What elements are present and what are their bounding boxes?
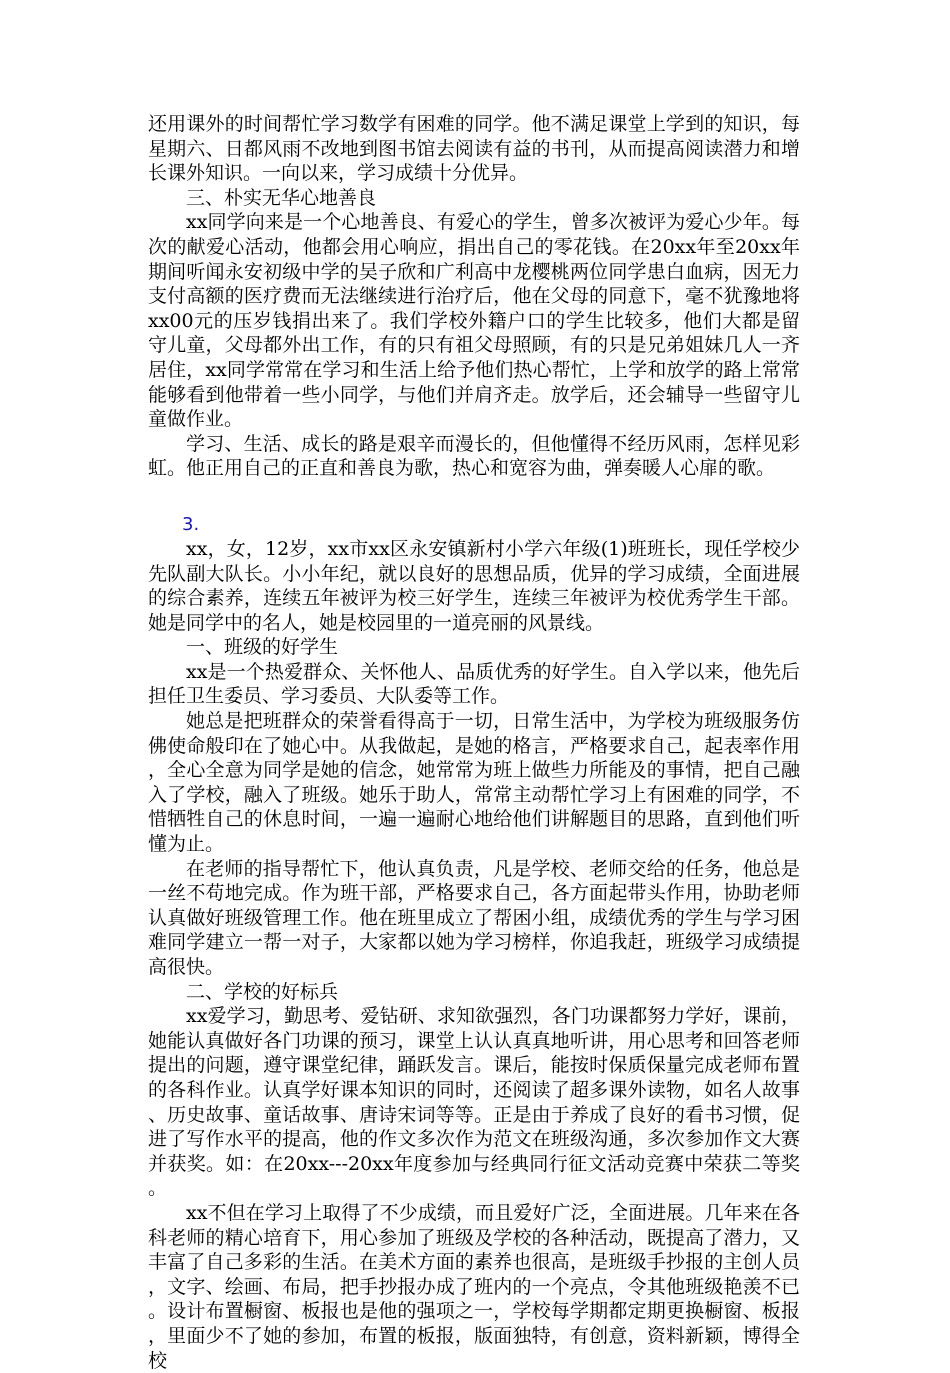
body-paragraph: 她总是把班群众的荣誉看得高于一切，日常生活中，为学校为班级服务仿佛使命般印在了她心中。从我做起，是她的格言，严格要求自己，起表率作用，全心全意为同学是她的信念，她常常为班上做些力所能及的事情，把自己融入了学校，融入了班级。她乐于助人，常常主动帮忙学习上有困难的同学，不惜牺牲自己的休息时间，一遍一遍耐心地给他们讲解题目的思路，直到他们听懂为止。 <box>148 710 800 856</box>
body-paragraph: 还用课外的时间帮忙学习数学有困难的同学。他不满足课堂上学到的知识，每星期六、日都风雨不改地到图书馆去阅读有益的书刊，从而提高阅读潜力和增长课外知识。一向以来，学习成绩十分优异。 <box>148 113 800 185</box>
section-heading: 三、朴实无华心地善良 <box>186 186 377 209</box>
section-number: 3. <box>182 513 200 535</box>
section-heading: 一、班级的好学生 <box>186 636 339 659</box>
body-paragraph: xx不但在学习上取得了不少成绩，而且爱好广泛，全面进展。几年来在各科老师的精心培育下，用心参加了班级及学校的各种活动，既提高了潜力，又丰富了自己多彩的生活。在美术方面的素养也很高，是班级手抄报的主创人员，文字、绘画、布局，把手抄报办成了班内的一个亮点，令其他班级艳羡不已。设计布置橱窗、板报也是他的强项之一，学校每学期都定期更换橱窗、板报，里面少不了她的参加，布置的板报，版面独特，有创意，资料新颖，博得全校 <box>148 1201 800 1372</box>
body-paragraph: 学习、生活、成长的路是艰辛而漫长的，但他懂得不经历风雨，怎样见彩虹。他正用自己的正直和善良为歌，热心和宽容为曲，弹奏暖人心扉的歌。 <box>148 432 800 480</box>
body-paragraph: xx是一个热爱群众、关怀他人、品质优秀的好学生。自入学以来，他先后担任卫生委员、学习委员、大队委等工作。 <box>148 660 800 708</box>
section-heading: 二、学校的好标兵 <box>186 980 339 1003</box>
body-paragraph: xx爱学习，勤思考、爱钻研、求知欲强烈，各门功课都努力学好，课前，她能认真做好各门功课的预习，课堂上认认真真地听讲，用心思考和回答老师提出的问题，遵守课堂纪律，踊跃发言。课后，能按时保质保量完成老师布置的各科作业。认真学好课本知识的同时，还阅读了超多课外读物，如名人故事、历史故事、童话故事、唐诗宋词等等。正是由于养成了良好的看书习惯，促进了写作水平的提高，他的作文多次作为范文在班级沟通，多次参加作文大赛并获奖。如：在20xx---20xx年度参加与经典同行征文活动竞赛中荣获二等奖。 <box>148 1005 800 1200</box>
body-paragraph: xx，女，12岁，xx市xx区永安镇新村小学六年级(1)班班长，现任学校少先队副大队长。小小年纪，就以良好的思想品质，优异的学习成绩，全面进展的综合素养，连续五年被评为校三好学生，连续三年被评为校优秀学生干部。她是同学中的名人，她是校园里的一道亮丽的风景线。 <box>148 537 800 634</box>
document-page <box>148 112 800 1373</box>
body-paragraph: 在老师的指导帮忙下，他认真负责，凡是学校、老师交给的任务，他总是一丝不苟地完成。作为班干部，严格要求自己，各方面起带头作用，协助老师认真做好班级管理工作。他在班里成立了帮困小组，成绩优秀的学生与学习困难同学建立一帮一对子，大家都以她为学习榜样，你追我赶，班级学习成绩提高很快。 <box>148 857 800 978</box>
body-paragraph: xx同学向来是一个心地善良、有爱心的学生，曾多次被评为爱心少年。每次的献爱心活动，他都会用心响应，捐出自己的零花钱。在20xx年至20xx年期间听闻永安初级中学的吴子欣和广利高中龙樱桃两位同学患白血病，因无力支付高额的医疗费而无法继续进行治疗后，他在父母的同意下，毫不犹豫地将xx00元的压岁钱捐出来了。我们学校外籍户口的学生比较多，他们大都是留守儿童，父母都外出工作，有的只有祖父母照顾，有的只是兄弟姐妹几人一齐居住，xx同学常常在学习和生活上给予他们热心帮忙，上学和放学的路上常常能够看到他带着一些小同学，与他们并肩齐走。放学后，还会辅导一些留守儿童做作业。 <box>148 211 800 431</box>
